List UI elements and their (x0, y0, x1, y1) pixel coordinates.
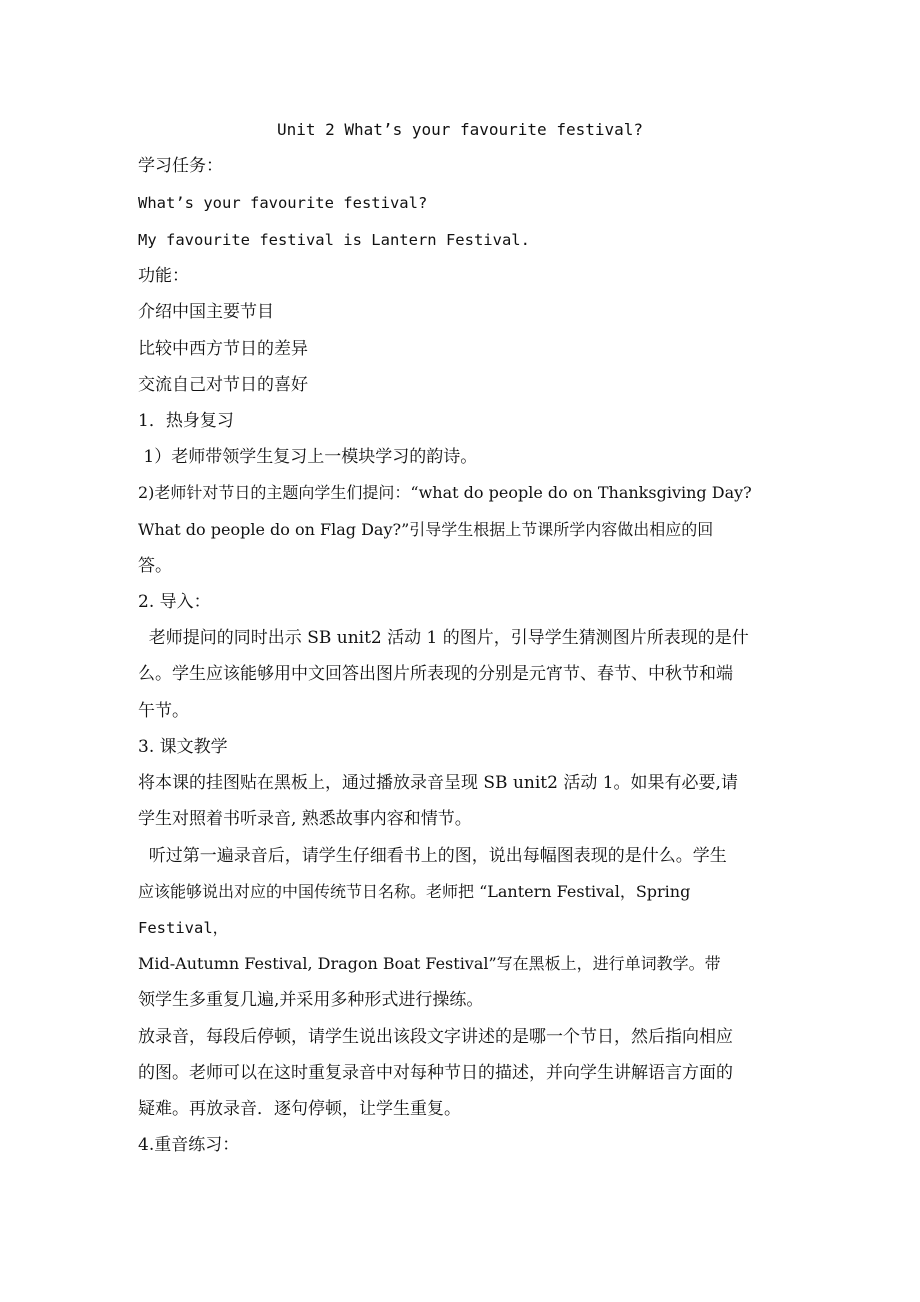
section-heading-stress-practice: 4.重音练习： (138, 1135, 240, 1155)
text-line: 2)老师针对节日的主题向学生们提问：“what do people do on Thanksgiving Day? (138, 483, 752, 502)
text-line: What do people do on Flag Day?”引导学生根据上节课所学内容做出相应的回 (138, 520, 714, 539)
text-line: 听过第一遍录音后，请学生仔细看书上的图，说出每幅图表现的是什么。学生 (138, 846, 727, 866)
section-heading-introduction: 2. 导入： (138, 592, 211, 612)
text-line: What’s your favourite festival? (138, 194, 428, 212)
section-heading-warmup: 1．热身复习 (138, 411, 234, 431)
text-line: 交流自己对节日的喜好 (138, 375, 308, 395)
text-line: 应该能够说出对应的中国传统节日名称。老师把 “Lantern Festival，Spring (138, 882, 691, 901)
text-line: 答。 (138, 556, 172, 576)
text-line: 将本课的挂图贴在黑板上，通过播放录音呈现 SB unit2 活动 1。如果有必要,请 (138, 773, 738, 793)
document-title: Unit 2 What’s your favourite festival? (276, 120, 644, 139)
text-line: 1）老师带领学生复习上一模块学习的韵诗。 (138, 447, 478, 467)
section-heading-learning-tasks: 学习任务： (138, 156, 223, 176)
text-line: 么。学生应该能够用中文回答出图片所表现的分别是元宵节、春节、中秋节和端 (138, 664, 733, 684)
text-line: 老师提问的同时出示 SB unit2 活动 1 的图片，引导学生猜测图片所表现的是什 (138, 628, 749, 648)
text-line: 介绍中国主要节目 (138, 302, 274, 322)
text-line: 比较中西方节日的差异 (138, 339, 308, 359)
text-line: 疑难。再放录音．逐句停顿，让学生重复。 (138, 1099, 461, 1119)
section-heading-text-teaching: 3. 课文教学 (138, 737, 228, 757)
text-line: Festival， (138, 919, 229, 937)
text-line: 放录音，每段后停顿，请学生说出该段文字讲述的是哪一个节日，然后指向相应 (138, 1027, 733, 1047)
text-line: My favourite festival is Lantern Festival. (138, 231, 530, 249)
text-line: Mid-Autumn Festival, Dragon Boat Festival”写在黑板上，进行单词教学。带 (138, 954, 721, 973)
text-line: 领学生多重复几遍,并采用多种形式进行操练。 (138, 990, 484, 1010)
section-heading-functions: 功能： (138, 266, 189, 286)
text-line: 午节。 (138, 701, 189, 721)
text-line: 的图。老师可以在这时重复录音中对每种节日的描述，并向学生讲解语言方面的 (138, 1063, 733, 1083)
text-line: 学生对照着书听录音, 熟悉故事内容和情节。 (138, 809, 472, 829)
